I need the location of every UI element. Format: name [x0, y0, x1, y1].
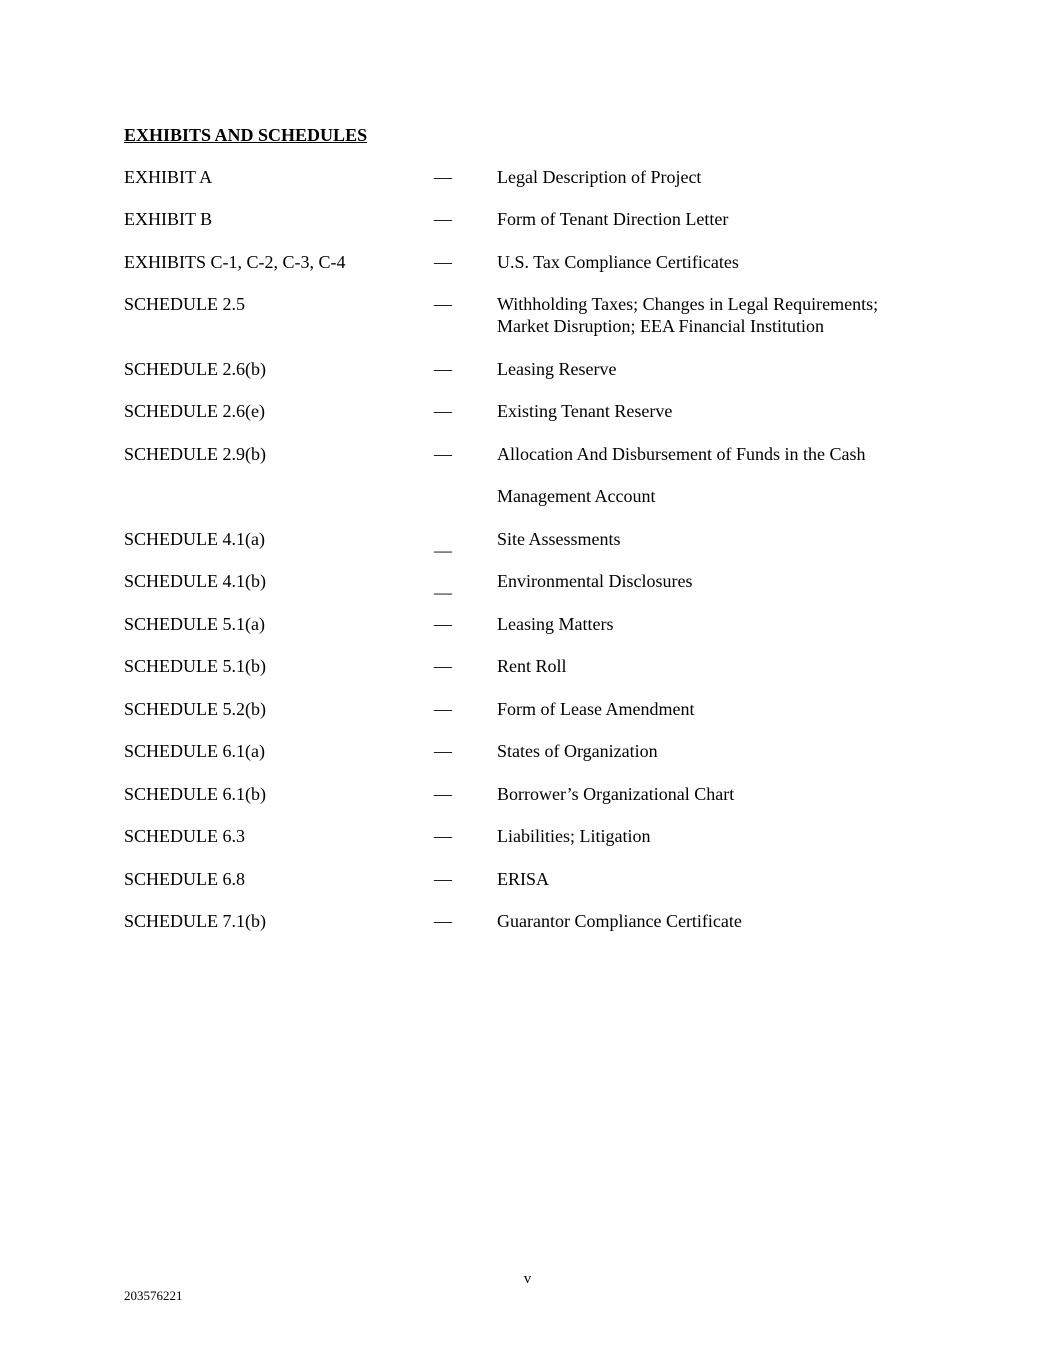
entry-label: SCHEDULE 2.5 — [124, 294, 245, 314]
description-line: Withholding Taxes; Changes in Legal Requirements; — [497, 294, 879, 314]
entry-dash: — — [434, 401, 452, 421]
description-line: States of Organization — [497, 741, 658, 761]
entry-label: EXHIBIT A — [124, 167, 213, 187]
description-line: Allocation And Disbursement of Funds in the Cash — [497, 444, 866, 464]
entry-dash: — — [434, 826, 452, 846]
page-number: v — [523, 1271, 532, 1287]
entry-description — [497, 825, 957, 847]
entry-dash: — — [434, 784, 452, 804]
description-line: Liabilities; Litigation — [497, 826, 651, 846]
entry-description — [497, 613, 957, 635]
entry-dash: — — [434, 869, 452, 889]
entry-label: SCHEDULE 6.1(b) — [124, 784, 266, 804]
entry-description — [497, 740, 957, 762]
entry-description — [497, 783, 957, 805]
entry-label: EXHIBIT B — [124, 209, 213, 229]
entry-dash: — — [434, 209, 452, 229]
entry-label: SCHEDULE 2.6(b) — [124, 359, 266, 379]
entry-description — [497, 655, 957, 677]
entry-description — [497, 443, 957, 507]
entry-description — [497, 698, 957, 720]
entry-description — [497, 528, 957, 550]
description-line: U.S. Tax Compliance Certificates — [497, 252, 739, 272]
entry-dash: — — [434, 911, 452, 931]
entry-label: SCHEDULE 5.1(a) — [124, 614, 265, 634]
entry-label: SCHEDULE 5.2(b) — [124, 699, 266, 719]
entry-dash: — — [434, 614, 452, 634]
entry-description — [497, 910, 957, 932]
description-line: Environmental Disclosures — [497, 571, 693, 591]
entry-dash: — — [434, 359, 452, 379]
description-line: Management Account — [497, 486, 656, 506]
description-line: Borrower’s Organizational Chart — [497, 784, 735, 804]
description-line: Rent Roll — [497, 656, 567, 676]
entry-label: EXHIBITS C-1, C-2, C-3, C-4 — [124, 252, 346, 272]
entry-dash: __ — [434, 576, 452, 596]
entry-description — [497, 293, 957, 337]
entry-description — [497, 358, 957, 380]
description-line: Legal Description of Project — [497, 167, 702, 187]
entry-description — [497, 208, 957, 230]
description-line: ERISA — [497, 869, 550, 889]
description-line: Form of Lease Amendment — [497, 699, 695, 719]
entry-label: SCHEDULE 7.1(b) — [124, 911, 266, 931]
entry-dash: — — [434, 656, 452, 676]
entry-description — [497, 570, 957, 592]
entry-dash: — — [434, 294, 452, 314]
entry-description — [497, 400, 957, 422]
entry-dash: — — [434, 167, 452, 187]
entry-dash: __ — [434, 534, 452, 554]
description-line: Site Assessments — [497, 529, 621, 549]
entry-label: SCHEDULE 4.1(b) — [124, 571, 266, 591]
entry-label: SCHEDULE 2.9(b) — [124, 444, 266, 464]
description-line: Leasing Reserve — [497, 359, 617, 379]
entry-label: SCHEDULE 4.1(a) — [124, 529, 265, 549]
entry-dash: — — [434, 699, 452, 719]
entry-label: SCHEDULE 2.6(e) — [124, 401, 265, 421]
entry-label: SCHEDULE 6.8 — [124, 869, 245, 889]
entry-label: SCHEDULE 6.1(a) — [124, 741, 265, 761]
entry-dash: — — [434, 252, 452, 272]
description-line: Existing Tenant Reserve — [497, 401, 673, 421]
page-heading: EXHIBITS AND SCHEDULES — [124, 125, 368, 145]
entry-description — [497, 166, 957, 188]
description-line: Guarantor Compliance Certificate — [497, 911, 742, 931]
entry-description — [497, 251, 957, 273]
entry-label: SCHEDULE 5.1(b) — [124, 656, 266, 676]
description-line: Market Disruption; EEA Financial Institution — [497, 316, 824, 336]
document-id: 203576221 — [124, 1288, 183, 1303]
description-line: Leasing Matters — [497, 614, 614, 634]
description-line: Form of Tenant Direction Letter — [497, 209, 729, 229]
entry-dash: — — [434, 444, 452, 464]
entry-dash: — — [434, 741, 452, 761]
entry-label: SCHEDULE 6.3 — [124, 826, 245, 846]
entry-description — [497, 868, 957, 890]
